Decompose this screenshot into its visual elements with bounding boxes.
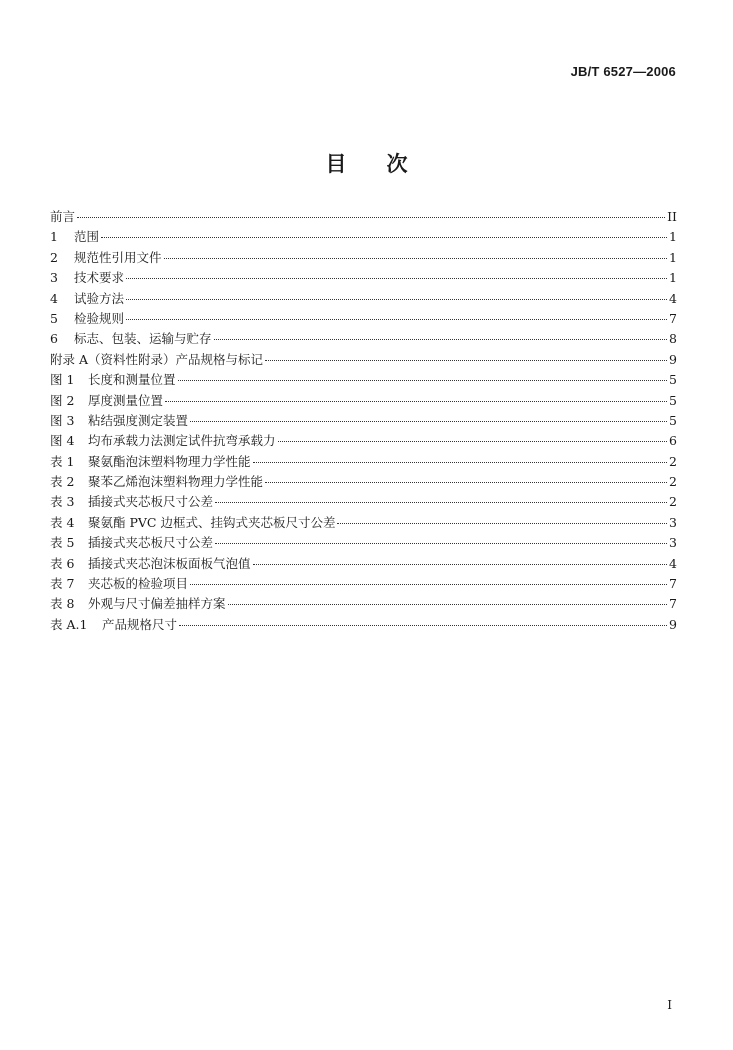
toc-entry-label: 产品规格尺寸 (102, 616, 178, 632)
toc-entry[interactable] (50, 350, 677, 370)
table-of-contents (50, 207, 677, 635)
dot-leader (215, 543, 667, 544)
toc-entry[interactable] (50, 452, 677, 472)
toc-entry-label: 长度和测量位置 (88, 372, 176, 388)
toc-entry-number: 图 1 (50, 372, 75, 388)
toc-entry-label: 附录 A（资料性附录）产品规格与标记 (50, 351, 264, 367)
toc-entry-page: 2 (669, 474, 677, 490)
toc-entry[interactable] (50, 513, 677, 533)
dot-leader (179, 625, 667, 626)
toc-entry[interactable] (50, 329, 677, 349)
dot-leader (228, 604, 667, 605)
toc-entry-page: 4 (669, 290, 677, 306)
toc-entry[interactable] (50, 533, 677, 553)
dot-leader (253, 564, 667, 565)
standard-number: JB/T 6527—2006 (570, 64, 676, 79)
toc-entry[interactable] (50, 411, 677, 431)
toc-entry-page: II (667, 209, 677, 224)
toc-entry[interactable] (50, 574, 677, 594)
toc-entry-page: 5 (669, 372, 677, 388)
dot-leader (278, 441, 667, 442)
toc-entry-label: 均布承载力法测定试件抗弯承载力 (88, 433, 276, 449)
toc-entry-number: 表 A.1 (50, 616, 88, 632)
toc-entry-page: 9 (669, 616, 677, 632)
dot-leader (126, 299, 667, 300)
toc-entry-page: 6 (669, 433, 677, 449)
toc-entry[interactable] (50, 391, 677, 411)
toc-entry-label: 试验方法 (74, 290, 125, 306)
toc-entry-page: 7 (669, 576, 677, 592)
toc-entry-page: 5 (669, 392, 677, 408)
toc-entry-label: 插接式夹芯板尺寸公差 (88, 494, 214, 510)
toc-entry[interactable] (50, 248, 677, 268)
toc-entry[interactable] (50, 268, 677, 288)
toc-entry-page: 4 (669, 555, 677, 571)
toc-entry[interactable] (50, 289, 677, 309)
toc-entry-number: 4 (50, 290, 58, 306)
toc-entry-number: 表 7 (50, 576, 75, 592)
toc-entry-number: 6 (50, 331, 58, 347)
toc-entry-label: 前言 (50, 209, 76, 224)
dot-leader (165, 401, 667, 402)
toc-entry-number: 表 2 (50, 474, 75, 490)
toc-entry-label: 外观与尺寸偏差抽样方案 (88, 596, 226, 612)
toc-entry-page: 9 (669, 351, 677, 367)
toc-entry-page: 1 (669, 229, 677, 245)
toc-entry-number: 1 (50, 229, 58, 245)
toc-entry-number: 表 6 (50, 555, 75, 571)
toc-entry-page: 7 (669, 596, 677, 612)
toc-entry-number: 图 3 (50, 412, 75, 428)
toc-entry-page: 2 (669, 494, 677, 510)
toc-entry-number: 表 1 (50, 453, 75, 469)
toc-entry[interactable] (50, 594, 677, 614)
toc-entry[interactable] (50, 227, 677, 247)
toc-entry-label: 插接式夹芯板尺寸公差 (88, 535, 214, 551)
toc-entry[interactable] (50, 472, 677, 492)
toc-entry-number: 图 2 (50, 392, 75, 408)
dot-leader (126, 319, 667, 320)
toc-entry[interactable] (50, 554, 677, 574)
toc-entry-page: 5 (669, 412, 677, 428)
toc-entry-label: 规范性引用文件 (74, 249, 162, 265)
toc-entry-number: 3 (50, 270, 58, 286)
toc-entry-page: 1 (669, 249, 677, 265)
dot-leader (77, 217, 665, 218)
toc-entry-page: 7 (669, 310, 677, 326)
toc-entry-page: 3 (669, 514, 677, 530)
dot-leader (101, 237, 667, 238)
page-number: I (667, 998, 672, 1012)
toc-entry-number: 图 4 (50, 433, 75, 449)
dot-leader (190, 421, 667, 422)
toc-entry-label: 夹芯板的检验项目 (88, 576, 189, 592)
toc-entry-label: 聚苯乙烯泡沫塑料物理力学性能 (88, 474, 264, 490)
toc-entry[interactable] (50, 492, 677, 512)
dot-leader (337, 523, 667, 524)
page-title: 目次 (325, 152, 448, 176)
dot-leader (126, 278, 667, 279)
dot-leader (164, 258, 667, 259)
toc-entry-label: 聚氨酯 PVC 边框式、挂钩式夹芯板尺寸公差 (88, 514, 336, 530)
toc-entry[interactable] (50, 309, 677, 329)
toc-entry-number: 5 (50, 310, 58, 326)
toc-entry-label: 厚度测量位置 (88, 392, 164, 408)
toc-entry-page: 8 (669, 331, 677, 347)
toc-entry-label: 检验规则 (74, 310, 125, 326)
dot-leader (215, 502, 667, 503)
toc-entry[interactable] (50, 431, 677, 451)
toc-entry-label: 技术要求 (74, 270, 125, 286)
toc-entry-label: 插接式夹芯泡沫板面板气泡值 (88, 555, 251, 571)
toc-entry[interactable] (50, 207, 677, 227)
toc-entry[interactable] (50, 370, 677, 390)
toc-entry-label: 粘结强度测定装置 (88, 412, 189, 428)
toc-entry[interactable] (50, 615, 677, 635)
toc-entry-number: 表 4 (50, 514, 75, 530)
toc-entry-label: 标志、包装、运输与贮存 (74, 331, 212, 347)
toc-entry-number: 2 (50, 249, 58, 265)
toc-entry-number: 表 5 (50, 535, 75, 551)
toc-entry-page: 1 (669, 270, 677, 286)
dot-leader (190, 584, 667, 585)
dot-leader (178, 380, 667, 381)
toc-entry-page: 3 (669, 535, 677, 551)
toc-entry-page: 2 (669, 453, 677, 469)
toc-entry-number: 表 3 (50, 494, 75, 510)
toc-entry-label: 范围 (74, 229, 100, 245)
toc-entry-number: 表 8 (50, 596, 75, 612)
dot-leader (265, 482, 667, 483)
dot-leader (214, 339, 667, 340)
toc-entry-label: 聚氨酯泡沫塑料物理力学性能 (88, 453, 251, 469)
dot-leader (265, 360, 667, 361)
dot-leader (253, 462, 667, 463)
